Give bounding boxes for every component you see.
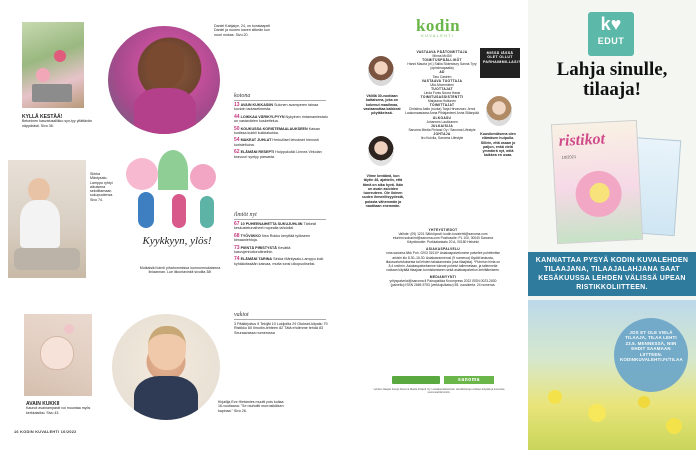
ad-page	[528, 0, 696, 450]
sanoma-logo: sanoma	[444, 376, 494, 384]
staff-quote-1: Välillä 30-vuotiaan kaltaisena, joka on kokenut maailmaa, vastaanottaa kaikkeat pöytäkeissä.	[363, 94, 401, 116]
masthead-entry: TOIMITUSPÄÄLLIKÖT Hanni Mauria (vt.) Sallia Stolesbury Sanna Tyry (opintovapaalla)	[407, 58, 477, 71]
ad-headline: Lahja sinulle, tilaaja!	[556, 59, 668, 100]
shell-photo	[24, 314, 92, 396]
family-photo	[8, 160, 86, 278]
masthead-entry: AD Taru Castrén	[432, 70, 452, 79]
subscribe-note: JOS ET OLE VIELÄ TILAAJA, TILAA LEHTI 23.5. MENNESSÄ, NIIN EHDIT SAAMAAN LIITTEEN. KODINKUVALEHTI.FI/TILAA	[620, 330, 683, 363]
garden-caption-text: Betoninen kasvatusallikko syn-tyy yllättävän näppärästi. Sivu 36.	[22, 119, 92, 128]
left-footer: 16 KODIN KUVALEHTI 10/2022	[14, 430, 77, 434]
k-edut-logo-mark: k♥	[600, 14, 622, 34]
shell-caption-title: AVAIN KUKKII	[26, 401, 60, 407]
magazine-issue: 10/2021	[561, 154, 577, 160]
staff-portrait-3	[486, 96, 512, 126]
shell-caption-text: Kaunot avainamparat voi muuntaa myös kerkkaisiksi. Sivu 43.	[26, 406, 91, 415]
toc-list-vakiot	[234, 322, 328, 335]
garden-caption	[22, 115, 94, 128]
garden-caption-title: KYLLÄ KESTÄÄ!	[22, 114, 63, 120]
toc-list-ilmiot	[234, 222, 328, 269]
author-caption: Kirjailija Eve Hietamies muutti pois kotiaa 16-vuotiaana: "Se rauhoitti murrosikäisen kapinaa." Sivu 26.	[218, 400, 284, 413]
masthead-entry: JOHTAJA Iiro Kuivila, Sanoma Lifestyle	[420, 131, 464, 140]
garden-photo	[22, 22, 84, 108]
daniel-photo	[108, 26, 220, 134]
staff-quote-2: Kuusikevätsena olen elämäsen huipulla. Sillein, että osaan jo paljon, enkä vielä ymmärrä nyt, mitä kaikkea en osaa.	[480, 132, 516, 158]
masthead-page	[348, 0, 528, 450]
k-edut-logo	[588, 12, 634, 56]
subscribe-circle[interactable]	[614, 318, 688, 392]
author-photo	[112, 314, 220, 420]
toc-item[interactable]: 13 AVAIN KUKKASIIN Sulonen avamperen tainaa kuvioin lautaselimesta.	[234, 102, 319, 112]
masthead-entry: YHTEYSTIEDOT Vaihde: (09) 1201 Sähköposti: kodin.kuvalehti@sanoma.com etunimi.sukunimi@sanoma.com Postiosoite: PL 100, 00040 Sanoma Käyntiosoite: Porkkalankatu 20 A, 00180 Helsinki	[392, 228, 494, 245]
toc-item[interactable]: 73 PIENTÄ PIRISTYSTÄ Kevättä kasvojenhoitorutiineihin.	[234, 244, 291, 255]
kodin-logo-text: kodin	[415, 16, 461, 35]
toc-item[interactable]: 50 KOUKUSSA KORISTEMAALAUKSEEN Kaisan kodissa kukkii kukkiakukka.	[234, 125, 320, 136]
masthead-entry: MEDIAMYYNTI yrityspalvelut@sanoma.fi Painopaikka Kroonpress 2022 ISSN 0023-2630 (painettu) ISSN 2669-9753 (verkkojulkaisu) 55. vuosikerta. 24 numeroa.	[389, 274, 497, 288]
toc-item[interactable]: 68 TYÖVIIKKO Nea Rokko keryttää työkseen kimaanlehtoja.	[234, 232, 311, 243]
exercise-illustration	[118, 150, 228, 248]
toc-item[interactable]: 44 LOIKKAA VÄRIKYLPYYN Nykyinen rintamamiestalo on vastavärien koskettelua.	[234, 113, 328, 124]
staff-portrait-2	[368, 136, 394, 166]
toc-heading-vakiot: vakiot	[234, 312, 326, 320]
kodin-logo	[398, 16, 478, 38]
daniel-caption: Daniel Kabjaiye, 24, on konstaapeli Daniel ja nuoren kaveri sitkeän kun nuori mokas. Sivu 20.	[214, 24, 271, 37]
masthead-entry: TOIMITUSASSISTENTTI Marjaana Huttunen	[420, 95, 464, 104]
masthead-entry: ASIAKASPALVELU oma.sanoma.fi/kk Puh. 0203 31010* Asiakaspalvelumme palvelee puhelimitse arkisin klo 8.30–16.30. Asiakasnumerosi (9 numeroa) löydät laskusta, tilausvahvistuksesta tai lehden takakannesta (osa tilaajista). *Puhelun hinta on 8,4 snt/min. Asiakaspalvelumme tulevat puhelut tallennetaan, ja tallenneita voidaan käyttää tilaajaan tunnistamiseen sekä asiakaspalvelun kehittämiseen.	[385, 247, 501, 272]
toc-heading-kotona: kotona	[234, 93, 326, 101]
toc-item[interactable]: 67 10 PUHEENAIHETTA SUKUJUHLIIN Tärkeät keskustelunaiheet nopealla tahdolla!	[234, 221, 316, 231]
staff-quote-3: Viime keväänä, kun täytin 48, ajattelin, että tämä on aika hyvä. Ikän on avain asioiden tuoreuteen. Ole iloinen uuden ihmeellisyydestä, polasta vähemmän ja nautitaan enemmän.	[362, 174, 404, 209]
cta-text: KANNATTAA PYSYÄ KODIN KUVALEHDEN TILAAJANA, TILAAJALAHJANA SAAT KESÄKUUSSA LEHDEN VÄLISSÄ UPEAN RISTIKKOLIITTEEN.	[535, 257, 689, 291]
magazine-cover	[551, 120, 643, 244]
illustration-caption: Mutkaisiki toimii pihahommissa luonnonmukaisena liniaannan. Lue liikuntavinkit sivuilta 38!	[139, 266, 221, 275]
kodin-logo-sub: KUVALEHTI	[421, 34, 455, 38]
masthead-entry: JULKAISIJA Sanoma Media Finland Oy / Sanoma Lifestyle	[408, 123, 476, 132]
family-caption: Sirkka Mäntysalo-Lamppu ryhtyi aikuisena sekoittamaan sukupuolensa. Sivu 74.	[90, 172, 114, 202]
question-badge: MISSÄ IÄSSÄ OLET OLLUT PARHAIMMILLASI?	[480, 48, 520, 78]
masthead-list-wide	[384, 228, 502, 287]
masthead-entry: VASTAAVA PÄÄTOIMITTAJA Minna McGill	[416, 50, 468, 59]
illustration-title: Kyykkyyn, ylös!	[142, 235, 212, 247]
masthead-entry: VASTAAVA TUOTTAJA Ulla Ahvenniemi	[421, 78, 463, 87]
k-edut-logo-sub: EDUT	[597, 36, 625, 46]
shell-caption	[26, 402, 96, 415]
toc-item[interactable]: 62 ELÄMÄNI RESEPTI Huippukokki Linnea Virkolan bravuuri syntyy parsasta.	[234, 149, 322, 159]
masthead-list	[402, 50, 482, 140]
toc-item[interactable]: 74 ELÄMÄNI TARINA Sirkka Mäntysalo-Lamppu koki kyhäävässään kasvaa, mutta tunsi ulkopuoliseksi.	[234, 256, 324, 266]
toc-list-kotona	[234, 103, 328, 162]
toc-item[interactable]: 54 MAKEAT JUHLAT Herkulliset leivokset hienosti koristeltuina.	[234, 137, 319, 147]
staff-portrait-1	[368, 56, 394, 86]
masthead-entry: ULKOASU Johannes Laukkanen	[426, 115, 458, 124]
fine-print: Lehden tilaajan tietoja Sanoma Media Finland Oy:n asiakasrekisteristä. Henkilötietoja voidaan käyttää ja luovuttaa suoramarkkinointiin.	[373, 388, 505, 395]
cta-band	[528, 252, 696, 296]
masthead-entry: TUOTTAJAT Linda Forss Noora Hassi	[423, 86, 461, 95]
magazine-title: ristikot	[558, 130, 606, 150]
toc-heading-ilmiot: ilmiöt nyt	[234, 212, 326, 220]
masthead-entry: TOIMITTAJAT Christina Aalto (ruoka) Tarja Hirvasnoro Jenni Laukumaasaara Anna Pihlajaniemi Anna Sillanpää	[405, 103, 479, 116]
certification-badge	[392, 376, 440, 384]
toc-item[interactable]: 3 Pääkirjoitus 9 Tekijät 10 Lukijoilta 29 Otukset-kilpailu 79 Ristikko 80 Ilmoitin-lehteen 82 Tätä ehdimme tehdä 83 Seuraavassa numerossa	[234, 322, 328, 335]
